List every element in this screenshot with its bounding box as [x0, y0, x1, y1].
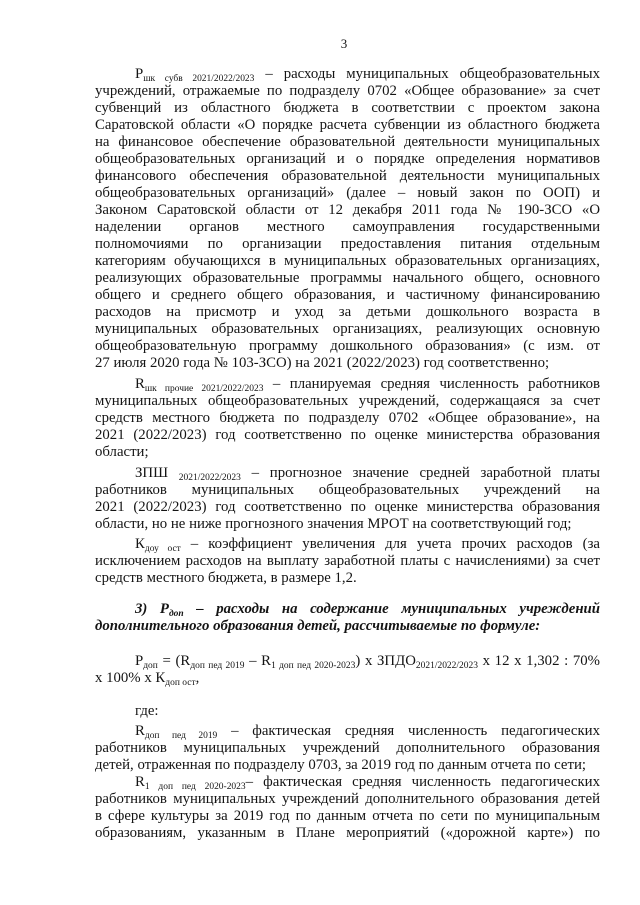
text-line — [95, 808, 600, 825]
text-run: Законом Саратовской области от 12 декабря 2011 года № 190-ЗСО «О — [95, 202, 600, 218]
text-line — [95, 703, 600, 720]
document-body — [95, 66, 600, 842]
text-run: – прогнозное значение средней заработной платы — [240, 465, 600, 481]
text-line — [95, 287, 600, 304]
subscript-index: шк субв 2021/2022/2023 — [143, 74, 255, 85]
text-run: средств местного бюджета, в размере 1,2. — [95, 570, 357, 586]
text-run: детей, отраженная по подразделу 0703, за 2019 год по данным отчета по сети; — [95, 757, 586, 773]
text-line — [95, 270, 600, 287]
text-line — [95, 601, 600, 618]
text-line — [95, 482, 600, 499]
text-run: – R — [244, 653, 272, 669]
text-run: – расходы на содержание муниципальных учреждений — [183, 601, 600, 617]
text-run: ) х ЗПДО — [355, 653, 416, 669]
subscript-index: доп — [143, 661, 158, 672]
text-line — [95, 570, 600, 587]
text-run: дополнительного образования детей, рассчитываемые по формуле: — [95, 618, 541, 634]
text-run: образованиям, указанным в Плане мероприятий («дорожной карте») по — [95, 825, 600, 841]
subscript-index: доу ост — [144, 544, 181, 555]
text-line — [95, 253, 600, 270]
text-run: расходов на присмотр и уход за детьми дошкольного возраста в — [95, 304, 600, 320]
subscript-index: доп пед 2019 — [190, 661, 245, 672]
text-run: муниципальных образовательных организациях, реализующих основную — [95, 321, 600, 337]
formula-rdop — [95, 653, 600, 687]
text-run: общеобразовательную программу дошкольного образования» (с изм. от — [95, 338, 600, 354]
where-label — [95, 703, 600, 720]
text-run: реализующих образовательные программы начального общего, основного — [95, 270, 600, 286]
text-run: общего и среднего общего образования, и частичному финансированию — [95, 287, 600, 303]
text-line — [95, 791, 600, 808]
subscript-index: 2021/2022/2023 — [415, 661, 478, 672]
text-run: работников муниципальных учреждений дополнительного образования — [95, 740, 600, 756]
text-line — [95, 723, 600, 740]
subscript-index: доп ост — [165, 678, 196, 689]
text-line — [95, 100, 600, 117]
text-run: учреждений, отражаемые по подразделу 0702 «Общее образование» за счет — [95, 83, 600, 99]
text-run: работников муниципальных учреждений дополнительного образования детей — [95, 791, 600, 807]
text-run: ЗПШ — [135, 465, 179, 481]
text-run: R — [135, 774, 145, 790]
text-line — [95, 202, 600, 219]
definition-rshk-prochie — [95, 376, 600, 461]
section-3-heading — [95, 601, 600, 635]
subscript-index: 1 доп пед 2020-2023 — [271, 661, 356, 672]
text-run: , — [195, 670, 200, 686]
text-line — [95, 757, 600, 774]
text-line — [95, 393, 600, 410]
text-line — [95, 740, 600, 757]
text-run: К — [135, 536, 145, 552]
text-line — [95, 185, 600, 202]
text-line — [95, 321, 600, 338]
subscript-index: шк прочие 2021/2022/2023 — [144, 384, 264, 395]
text-run: общеобразовательных организаций и о порядке определения нормативов — [95, 151, 600, 167]
text-line — [95, 410, 600, 427]
text-line — [95, 499, 600, 516]
definition-kdou-ost — [95, 536, 600, 587]
text-run: Р — [135, 66, 144, 82]
definition-zpsh — [95, 465, 600, 533]
text-run: общеобразовательных организаций» (далее – новый закон по ООП) и — [95, 185, 600, 201]
text-run: области, но не ниже прогнозного значения МРОТ на соответствующий год; — [95, 516, 572, 532]
text-line — [95, 376, 600, 393]
text-line — [95, 66, 600, 83]
text-run: х 100% х К — [95, 670, 166, 686]
subscript-index: доп пед 2019 — [144, 731, 218, 742]
page-number: 3 — [340, 36, 348, 51]
text-run: х 12 х 1,302 : 70% — [477, 653, 600, 669]
text-line — [95, 536, 600, 553]
text-run: где: — [135, 703, 159, 719]
definition-rdop-ped-2019 — [95, 723, 600, 774]
text-line — [95, 236, 600, 253]
text-line — [95, 219, 600, 236]
text-run: Р — [135, 653, 144, 669]
text-line — [95, 553, 600, 570]
text-run: наделении органов местного самоуправления государственными — [95, 219, 600, 235]
text-line — [95, 355, 600, 372]
text-run: – расходы муниципальных общеобразовательных — [254, 66, 600, 82]
text-run: исключением расходов на выплату заработной платы с начислениями) за счет — [95, 553, 600, 569]
text-line — [95, 83, 600, 100]
text-run: средств местного бюджета по подразделу 0702 «Общее образование», на — [95, 410, 600, 426]
text-line — [95, 134, 600, 151]
text-line — [95, 825, 600, 842]
subscript-index: 2021/2022/2023 — [178, 473, 241, 484]
text-line — [95, 338, 600, 355]
text-line — [95, 304, 600, 321]
text-run: – фактическая средняя численность педагогических — [245, 774, 600, 790]
text-run: – фактическая средняя численность педагогических — [217, 723, 600, 739]
subscript-index: 1 доп пед 2020-2023 — [144, 782, 246, 793]
text-run: 27 июля 2020 года № 103-ЗСО) на 2021 (2022/2023) год соответственно; — [95, 355, 550, 371]
subscript-index: доп — [168, 609, 184, 620]
text-line — [95, 465, 600, 482]
text-line — [95, 117, 600, 134]
text-line — [95, 653, 600, 670]
text-line — [95, 670, 600, 687]
text-run: R — [135, 723, 145, 739]
text-run: финансового обеспечения образовательной деятельности муниципальных — [95, 168, 600, 184]
text-run: – коэффициент увеличения для учета прочих расходов (за — [180, 536, 600, 552]
text-run: R — [135, 376, 145, 392]
text-line — [95, 516, 600, 533]
text-line — [95, 618, 600, 635]
text-run: работников муниципальных общеобразовательных учреждений на — [95, 482, 600, 498]
text-run: 2021 (2022/2023) год соответственно по оценке министерства образования — [95, 499, 600, 515]
text-run: в сфере культуры за 2019 год по данным отчета по сети по муниципальным — [95, 808, 600, 824]
text-run: = (R — [157, 653, 191, 669]
text-run: Саратовской области «О порядке расчета субвенции из областного бюджета — [95, 117, 600, 133]
text-run: на финансовое обеспечение образовательной деятельности муниципальных — [95, 134, 600, 150]
text-line — [95, 427, 600, 444]
text-run: области; — [95, 444, 149, 460]
text-line — [95, 444, 600, 461]
text-run: – планируемая средняя численность работников — [263, 376, 601, 392]
text-line — [95, 168, 600, 185]
text-line — [95, 774, 600, 791]
text-run: 2021 (2022/2023) год соответственно по оценке министерства образования — [95, 427, 600, 443]
text-run: субвенций из областного бюджета в соответствии с проектом закона — [95, 100, 600, 116]
text-run: муниципальных общеобразовательных учреждений, содержащаяся за счет — [95, 393, 600, 409]
text-run: 3) Р — [135, 601, 169, 617]
definition-rshk-subv — [95, 66, 600, 372]
definition-r1-dop-ped — [95, 774, 600, 842]
text-run: полномочиями по организации предоставления питания отдельным — [95, 236, 600, 252]
text-run: категориям обучающихся в муниципальных образовательных организациях, — [95, 253, 600, 269]
text-line — [95, 151, 600, 168]
